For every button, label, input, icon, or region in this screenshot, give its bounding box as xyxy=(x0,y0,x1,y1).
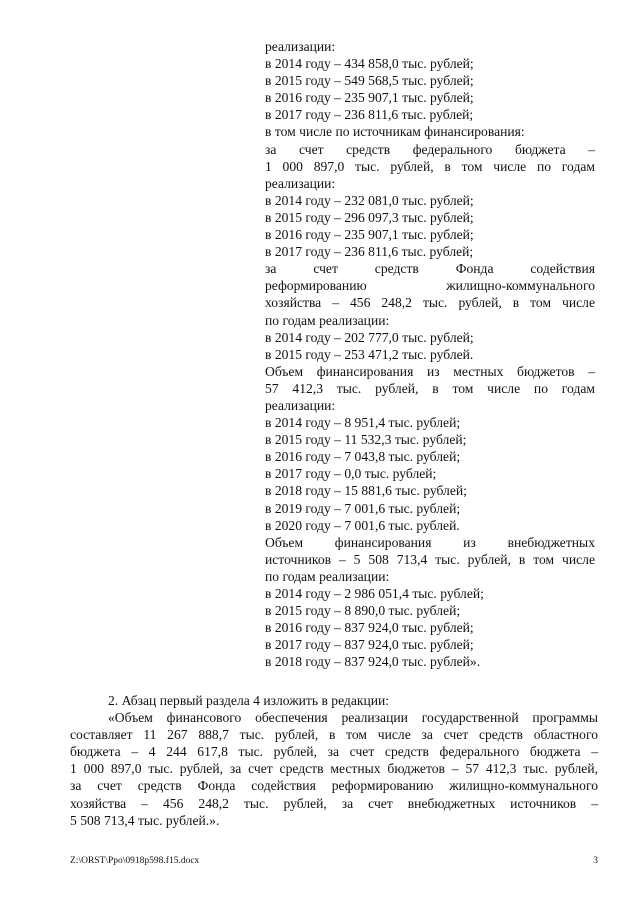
column-line: в 2017 году – 837 924,0 тыс. рублей; xyxy=(265,637,474,653)
column-line: в 2016 году – 7 043,8 тыс. рублей; xyxy=(265,449,461,465)
quote-line: «Объем финансового обеспечения реализации государственной программы xyxy=(108,710,598,726)
column-line: в 2014 году – 434 858,0 тыс. рублей; xyxy=(265,56,474,72)
column-line: в 2018 году – 837 924,0 тыс. рублей». xyxy=(265,654,481,670)
column-line: в 2015 году – 253 471,2 тыс. рублей. xyxy=(265,346,474,362)
quote-line: 5 508 713,4 тыс. рублей.». xyxy=(70,812,220,828)
column-line: в 2014 году – 232 081,0 тыс. рублей; xyxy=(265,192,474,208)
column-line: по годам реализации: xyxy=(265,568,390,584)
column-line: в 2014 году – 202 777,0 тыс. рублей; xyxy=(265,329,474,345)
column-line: в 2016 году – 235 907,1 тыс. рублей; xyxy=(265,90,474,106)
column-line: реализации: xyxy=(265,397,336,413)
page-footer xyxy=(70,856,598,866)
column-line: в 2017 году – 0,0 тыс. рублей; xyxy=(265,466,437,482)
column-line: в 2020 году – 7 001,6 тыс. рублей. xyxy=(265,517,460,533)
column-line: в 2016 году – 837 924,0 тыс. рублей; xyxy=(265,620,474,636)
column-line: в 2017 году – 236 811,6 тыс. рублей; xyxy=(265,107,474,123)
amendment-body xyxy=(70,692,598,829)
quote-line: хозяйства – 456 248,2 тыс. рублей, за счет внебюджетных источников – xyxy=(70,795,598,811)
column-line: за счет средств Фонда содействия xyxy=(265,261,595,277)
column-line: в 2015 году – 11 532,3 тыс. рублей; xyxy=(265,432,467,448)
column-line: реализации: xyxy=(265,175,336,191)
column-line: в том числе по источникам финансирования: xyxy=(265,124,525,140)
quote-line: составляет 11 267 888,7 тыс. рублей, в том числе за счет средств областного xyxy=(70,727,598,743)
column-line: по годам реализации: xyxy=(265,312,390,328)
column-line: в 2017 году – 236 811,6 тыс. рублей; xyxy=(265,244,474,260)
page-number: 3 xyxy=(593,856,598,866)
quote-line: бюджета – 4 244 617,8 тыс. рублей, за счет средств федерального бюджета – xyxy=(70,744,598,760)
amendment-quote xyxy=(70,709,598,829)
column-line: в 2015 году – 8 890,0 тыс. рублей; xyxy=(265,603,461,619)
column-line: Объем финансирования из местных бюджетов – xyxy=(265,363,595,379)
column-line: в 2015 году – 549 568,5 тыс. рублей; xyxy=(265,73,474,89)
quote-line: за счет средств Фонда содействия реформированию жилищно-коммунального xyxy=(70,778,598,794)
column-line: в 2019 году – 7 001,6 тыс. рублей; xyxy=(265,500,461,516)
column-line: в 2015 году – 296 097,3 тыс. рублей; xyxy=(265,209,474,225)
column-line: 1 000 897,0 тыс. рублей, в том числе по годам xyxy=(265,158,595,174)
column-line: реализации: xyxy=(265,39,336,54)
file-path: Z:\ORST\Ppo\0918p598.f15.docx xyxy=(70,856,200,866)
column-line: реформированию жилищно-коммунального xyxy=(265,278,595,294)
column-line: источников – 5 508 713,4 тыс. рублей, в том числе xyxy=(265,551,595,567)
column-line: в 2014 году – 2 986 051,4 тыс. рублей; xyxy=(265,586,484,601)
column-line: 57 412,3 тыс. рублей, в том числе по годам xyxy=(265,380,595,396)
column-line: в 2016 году – 235 907,1 тыс. рублей; xyxy=(265,227,474,243)
column-line: за счет средств федерального бюджета – xyxy=(265,141,595,157)
quote-line: 1 000 897,0 тыс. рублей, за счет средств местных бюджетов – 57 412,3 тыс. рублей, xyxy=(70,761,598,777)
passport-column xyxy=(265,38,595,670)
column-line: в 2018 году – 15 881,6 тыс. рублей; xyxy=(265,483,467,499)
column-line: хозяйства – 456 248,2 тыс. рублей, в том числе xyxy=(265,295,595,311)
column-line: Объем финансирования из внебюджетных xyxy=(265,534,595,550)
amendment-item-2: 2. Абзац первый раздела 4 изложить в редакции: xyxy=(108,693,390,708)
column-line: в 2014 году – 8 951,4 тыс. рублей; xyxy=(265,415,461,431)
